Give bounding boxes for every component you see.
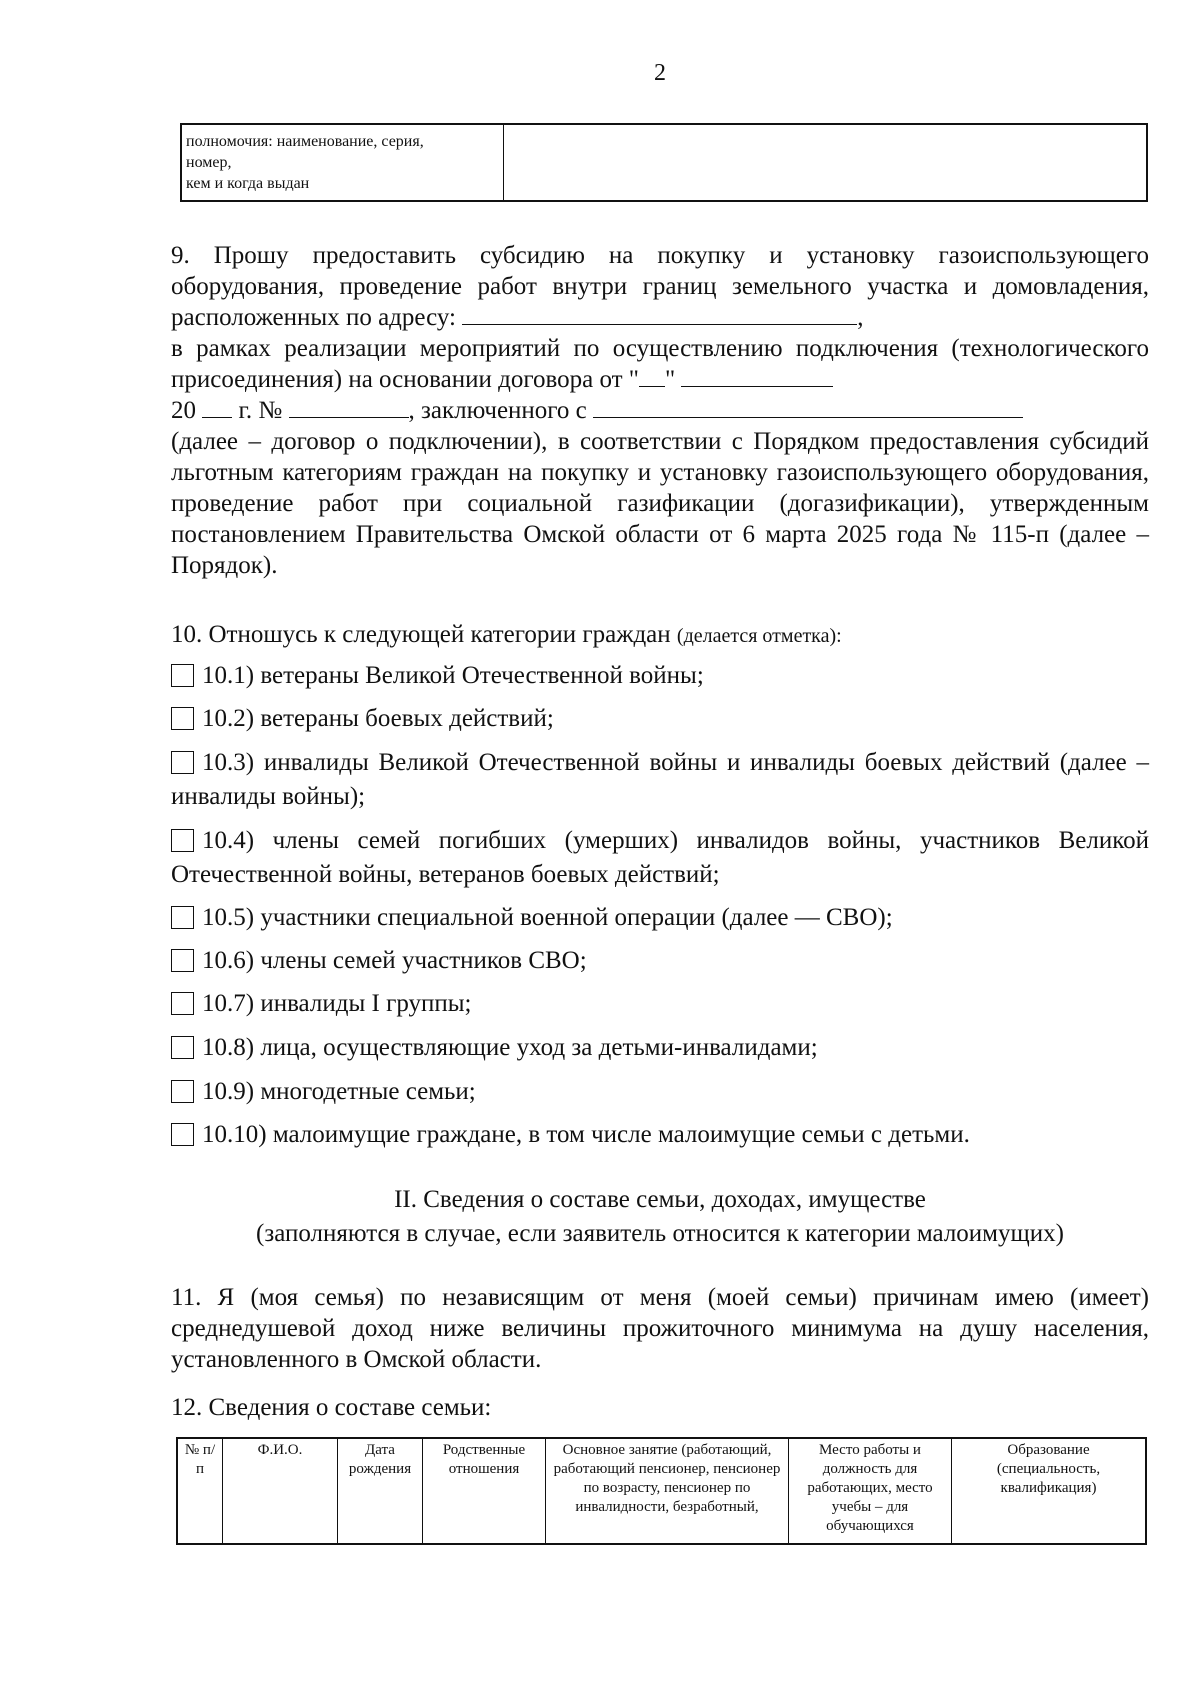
family-col-birthdate: Дата рождения — [338, 1438, 423, 1544]
family-composition-table — [176, 1437, 1147, 1545]
family-col-relation: Родственные отношения — [423, 1438, 546, 1544]
p9-contract-text: в рамках реализации мероприятий по осуществлению подключения (технологического присоединения) на основании договора от " — [171, 335, 1149, 393]
category-item-9[interactable] — [171, 1075, 1149, 1109]
authority-label-line-3: кем и когда выдан — [186, 175, 310, 192]
category-checkbox-1[interactable] — [171, 664, 194, 687]
contract-day-blank[interactable] — [639, 364, 665, 387]
category-label-10: 10.10) малоимущие граждане, в том числе малоимущие семьи с детьми. — [202, 1121, 970, 1148]
section-2-subtitle: (заполняются в случае, если заявитель относится к категории малоимущих) — [256, 1220, 1064, 1247]
authority-document-table — [180, 123, 1148, 202]
family-col-fullname: Ф.И.О. — [223, 1438, 338, 1544]
family-col-number: № п/п — [177, 1438, 223, 1544]
category-checkbox-7[interactable] — [171, 992, 194, 1015]
section-2-title: II. Сведения о составе семьи, доходах, имуществе — [394, 1186, 926, 1213]
category-checkbox-9[interactable] — [171, 1080, 194, 1103]
category-label-5: 10.5) участники специальной военной операции (далее — СВО); — [202, 904, 893, 931]
category-item-5[interactable] — [171, 901, 1149, 935]
p10-heading-text: 10. Отношусь к следующей категории граждан — [171, 621, 671, 648]
category-label-6: 10.6) члены семей участников СВО; — [202, 947, 587, 974]
p10-heading-note: (делается отметка): — [676, 625, 842, 647]
category-label-1: 10.1) ветераны Великой Отечественной войны; — [202, 662, 704, 689]
paragraph-11: 11. Я (моя семья) по независящим от меня (моей семьи) причинам имею (имеет) среднедушевой доход ниже величины прожиточного минимума на душу населения, установленного в Омской области. — [171, 1284, 1149, 1373]
category-checkbox-4[interactable] — [171, 829, 194, 852]
category-label-9: 10.9) многодетные семьи; — [202, 1078, 476, 1105]
authority-label-line-1: полномочия: наименование, серия, — [186, 133, 424, 150]
category-item-6[interactable] — [171, 944, 1149, 978]
category-checkbox-3[interactable] — [171, 751, 194, 774]
category-label-4: 10.4) члены семей погибших (умерших) инвалидов войны, участников Великой Отечественной войны, ветеранов боевых действий; — [171, 827, 1149, 888]
category-label-2: 10.2) ветераны боевых действий; — [202, 705, 554, 732]
authority-document-value-cell[interactable] — [503, 124, 1147, 201]
category-checkbox-6[interactable] — [171, 949, 194, 972]
contract-number-blank[interactable] — [289, 395, 409, 418]
contract-year-blank[interactable] — [202, 395, 232, 418]
contract-month-blank[interactable] — [681, 364, 833, 387]
family-col-workplace: Место работы и должность для работающих, место учебы – для обучающихся — [789, 1438, 952, 1544]
contract-party-blank[interactable] — [593, 395, 1023, 418]
p9-year-prefix: 20 — [171, 397, 196, 424]
category-checkbox-10[interactable] — [171, 1123, 194, 1146]
paragraph-10-heading — [171, 619, 1149, 652]
category-label-8: 10.8) лица, осуществляющие уход за детьми-инвалидами; — [202, 1034, 818, 1061]
category-item-7[interactable] — [171, 987, 1149, 1021]
family-col-occupation: Основное занятие (работающий, работающий пенсионер, пенсионер по возрасту, пенсионер по инвалидности, безработный, — [546, 1438, 789, 1544]
p9-concluded-with: , заключенного с — [408, 397, 587, 424]
family-col-education: Образование (специальность, квалификация) — [952, 1438, 1147, 1544]
category-item-1[interactable] — [171, 659, 1149, 693]
p9-procedure-text: (далее – договор о подключении), в соответствии с Порядком предоставления субсидий льготным категориям граждан на покупку и установку газоиспользующего оборудования, проведение работ при социальной газификации (догазификации), утвержденным постановлением Правительства Омской области от 6 марта 2025 года № 115-п (далее – Порядок). — [171, 428, 1149, 579]
category-item-10[interactable] — [171, 1118, 1149, 1152]
category-checkbox-2[interactable] — [171, 707, 194, 730]
authority-document-label — [181, 124, 503, 201]
p9-request-text: 9. Прошу предоставить субсидию на покупку и установку газоиспользующего оборудования, проведение работ внутри границ земельного участка и домовладения, расположенных по адресу: — [171, 242, 1149, 331]
category-label-3: 10.3) инвалиды Великой Отечественной войны и инвалиды боевых действий (далее – инвалиды войны); — [171, 749, 1149, 810]
category-label-7: 10.7) инвалиды I группы; — [202, 990, 472, 1017]
category-item-8[interactable] — [171, 1031, 1149, 1065]
category-item-4[interactable] — [171, 824, 1149, 892]
p9-quote-close: " — [665, 366, 676, 393]
paragraph-9: 9. Прошу предоставить субсидию на покупку и установку газоиспользующего оборудования, проведение работ внутри границ земельного участка и домовладения, расположенных по адресу: , в рамках реализации мероприятий по осуществлению подключения (технологического присоединения) на основании договора от " " 20 г. № , заключенного с (далее – договор о подключении), в соответствии с Порядком предоставления субсидий льготным категориям граждан на покупку и установку газоиспользующего оборудования, проведение работ при социальной газификации (догазификации), утвержденным постановлением Правительства Омской области от 6 марта 2025 года № 115-п (далее – Порядок). — [171, 242, 1149, 579]
category-checkbox-8[interactable] — [171, 1036, 194, 1059]
category-item-3[interactable] — [171, 746, 1149, 814]
category-checkbox-5[interactable] — [171, 906, 194, 929]
category-item-2[interactable] — [171, 702, 1149, 736]
authority-label-line-2: номер, — [186, 154, 232, 171]
address-blank[interactable] — [462, 302, 857, 325]
p9-number-label: г. № — [238, 397, 283, 424]
paragraph-12: 12. Сведения о составе семьи: — [171, 1394, 492, 1421]
page-number: 2 — [654, 60, 666, 86]
